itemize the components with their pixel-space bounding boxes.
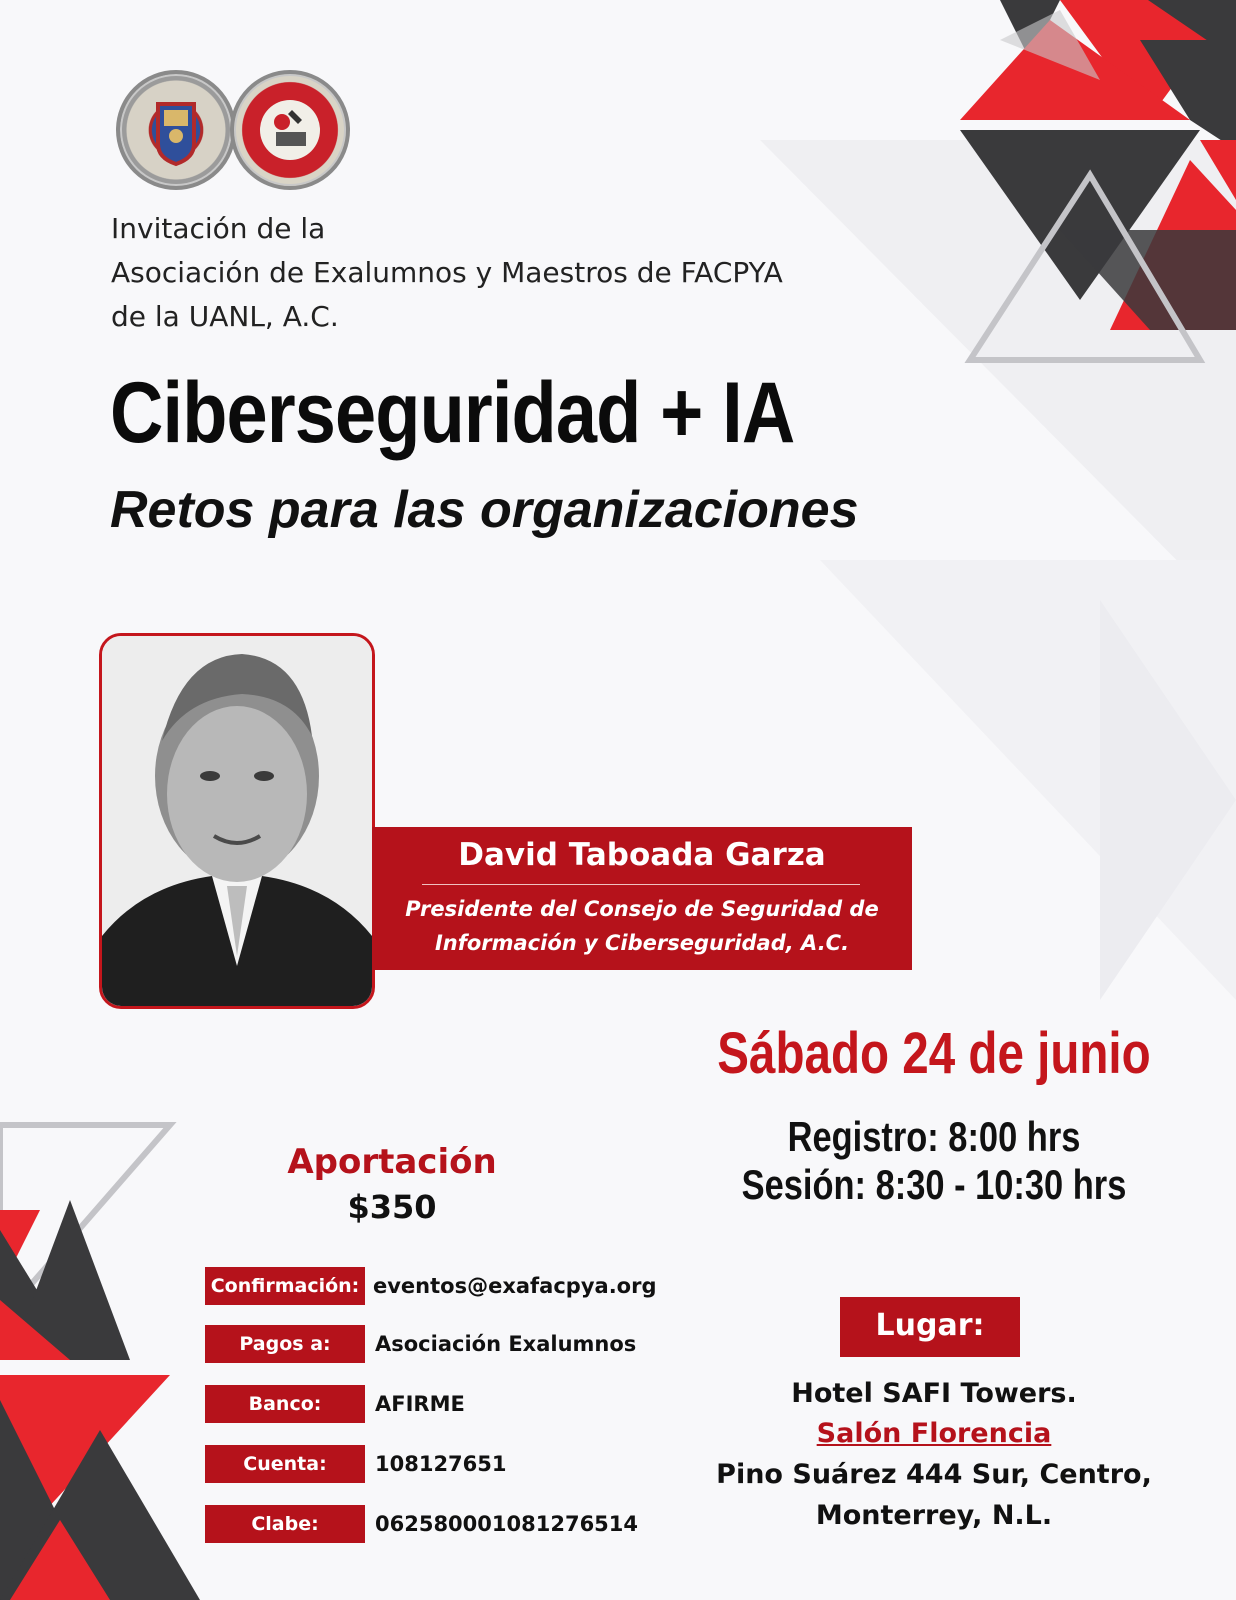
speaker-divider	[422, 884, 860, 885]
intro-line-3: de la UANL, A.C.	[111, 300, 339, 333]
speaker-role-line-2: Información y Ciberseguridad, A.C.	[434, 931, 850, 955]
event-title: Ciberseguridad + IA	[110, 365, 795, 461]
info-row-confirmacion	[205, 1267, 685, 1305]
exalumnos-seal-logo	[230, 70, 350, 190]
venue-hotel: Hotel SAFI Towers.	[791, 1378, 1077, 1409]
info-value: 062580001081276514	[375, 1512, 639, 1536]
event-date: Sábado 24 de junio	[717, 1021, 1151, 1086]
info-label: Pagos a:	[205, 1325, 365, 1363]
info-row-banco	[205, 1385, 685, 1423]
event-subtitle: Retos para las organizaciones	[110, 481, 859, 539]
info-value: Asociación Exalumnos	[375, 1332, 637, 1356]
speaker-portrait-icon	[102, 636, 372, 1006]
venue-address-line-1: Pino Suárez 444 Sur, Centro,	[716, 1459, 1152, 1490]
venue-address-line-2: Monterrey, N.L.	[815, 1500, 1053, 1531]
registro-time: Registro: 8:00 hrs	[787, 1113, 1081, 1160]
aportacion-label: Aportación	[287, 1142, 497, 1182]
info-row-cuenta	[205, 1445, 685, 1483]
info-label: Cuenta:	[205, 1445, 365, 1483]
intro-line-1: Invitación de la	[111, 212, 326, 245]
invitation-intro	[111, 207, 783, 339]
venue-room-wrap	[660, 1418, 1208, 1449]
speaker-role-line-1: Presidente del Consejo de Seguridad de	[405, 897, 879, 921]
speaker-name: David Taboada Garza	[458, 837, 826, 873]
uanl-shield-icon	[120, 74, 232, 186]
info-label: Banco:	[205, 1385, 365, 1423]
exalumnos-emblem-icon	[234, 74, 346, 186]
info-value: AFIRME	[375, 1392, 465, 1416]
info-value: 108127651	[375, 1452, 507, 1476]
venue-room-link[interactable]: Salón Florencia	[816, 1418, 1052, 1449]
intro-line-2: Asociación de Exalumnos y Maestros de FACPYA	[111, 256, 783, 289]
venue-label-box: Lugar:	[840, 1297, 1020, 1357]
speaker-role	[372, 892, 912, 960]
speaker-photo	[99, 633, 375, 1009]
sesion-time: Sesión: 8:30 - 10:30 hrs	[741, 1161, 1127, 1208]
info-row-clabe	[205, 1505, 685, 1543]
speaker-info-box	[372, 827, 912, 970]
confirmation-email-link[interactable]: eventos@exafacpya.org	[373, 1274, 657, 1298]
aportacion-amount: $350	[347, 1188, 437, 1226]
uanl-seal-logo	[116, 70, 236, 190]
event-times	[709, 1113, 1158, 1209]
info-label: Clabe:	[205, 1505, 365, 1543]
info-label: Confirmación:	[205, 1267, 365, 1305]
info-row-pagos	[205, 1325, 685, 1363]
